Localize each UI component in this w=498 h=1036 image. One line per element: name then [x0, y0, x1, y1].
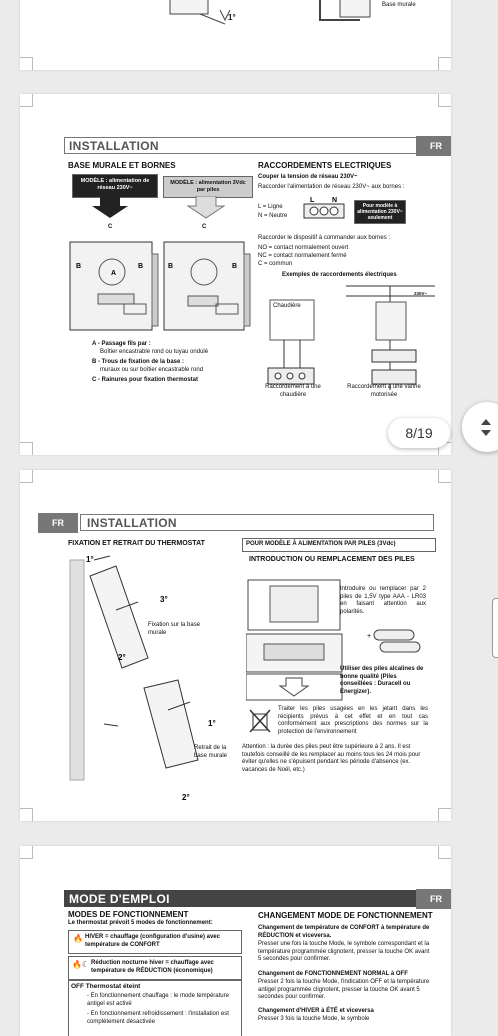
svg-text:N: N [332, 197, 338, 204]
svg-text:B: B [168, 263, 174, 270]
battery-model-label: POUR MODÈLE À ALIMENTATION PAR PILES (3Vdc) [246, 541, 396, 547]
cap-valve: Raccordement à une vanne motorisée [347, 384, 421, 398]
modes-title: MODES DE FONCTIONNEMENT [68, 910, 189, 919]
svg-text:+: + [367, 633, 372, 640]
mode-hiver-box [68, 930, 242, 954]
model-battery-label: MODÈLE : alimentation 3Vdc par piles [170, 180, 246, 193]
page-8-header [64, 137, 419, 154]
legend-a-text: Boîtier encastrable rond ou tuyau ondulé [100, 349, 209, 355]
chaudiere-label: Chaudière [273, 303, 301, 309]
mode-off-box [68, 980, 242, 1036]
raccordements-title: RACCORDEMENTS ELECTRIQUES [258, 161, 392, 170]
svg-text:L: L [310, 197, 315, 204]
page-9-header [80, 514, 434, 531]
legend-b-text: muraux ou sur boîtier encastrable rond [100, 367, 204, 373]
page-7-fragment [20, 0, 451, 70]
modes-subtitle: Le thermostat prévoit 5 modes de fonctionnement: [68, 920, 213, 926]
svg-text:1°: 1° [208, 719, 216, 728]
svg-text:3°: 3° [160, 595, 168, 604]
aaa-batteries-icon [366, 628, 436, 658]
flame-icon: 🔥 [73, 934, 83, 943]
flame-moon-icon: 🔥☾ [72, 960, 90, 969]
scroll-page-button[interactable] [462, 402, 498, 452]
svg-text:2°: 2° [118, 653, 126, 662]
legend-c-title: C - Rainures pour fixation thermostat [92, 377, 199, 383]
only-model-label: Pour modèle à alimentation 230V~ seulement [357, 203, 403, 221]
label-retrait: Retrait de la base murale [194, 745, 228, 759]
thermostat-mounting-illustration [60, 550, 240, 810]
side-scroll-handle[interactable] [492, 598, 498, 658]
page-10-header [64, 890, 419, 907]
connect-device-text: Raccorder le dispositif à commander aux bornes : [258, 235, 391, 241]
model-network-label: MODÈLE : alimentation de réseau 230V~ [80, 178, 150, 191]
page-10 [20, 846, 451, 1036]
mode-off-text-2: - En fonctionnement refroidissement : l'installation est complètement désactivée [87, 1011, 229, 1025]
intro-title: INTRODUCTION OU REMPLACEMENT DES PILES [249, 556, 415, 563]
svg-text:1°: 1° [86, 555, 94, 564]
change-1-text: Presser une fois la touche Mode, le symbole correspondant et la température programmée clignotent, presser la touche OK avant 5 secondes pour confirmer. [258, 941, 430, 962]
page-indicator: 8/19 [388, 418, 450, 448]
page-8-lang-badge: FR [416, 136, 451, 156]
model-battery-badge [163, 176, 253, 198]
model-network-badge [72, 174, 158, 198]
change-3-title: Changement d'HIVER à ÉTÉ et viceversa [258, 1008, 374, 1014]
connect-power-text: Raccorder l'alimentation de réseau 230V~ aux bornes : [258, 184, 405, 190]
only-model-badge [354, 200, 406, 224]
mode-reduction-text: Réduction nocturne hiver = chauffage avec température de RÉDUCTION (économique) [91, 960, 214, 974]
svg-text:B: B [138, 263, 144, 270]
legend-a [92, 341, 151, 349]
page-9-header-text: INSTALLATION [87, 515, 177, 530]
svg-text:B: B [76, 263, 82, 270]
nc-def: NC = contact normalement fermé [258, 253, 347, 259]
intro-text: Introduire ou remplacer par 2 piles de 1,5V type AAA - LR03 en faisant attention aux polarités. [340, 586, 426, 615]
recycle-bin-icon [248, 708, 272, 734]
legend-a-title: A - Passage fils par : [92, 341, 151, 347]
ln-terminal-icon [302, 194, 348, 222]
legend-b-title: B - Trous de fixation de la base : [92, 359, 185, 365]
n-neutre-text: N = Neutre [258, 213, 288, 219]
mode-off-title: OFF Thermostat éteint [71, 983, 141, 990]
page-8-header-text: INSTALLATION [69, 138, 159, 153]
examples-title: Exemples de raccordements électriques [282, 272, 397, 278]
page-10-lang-badge: FR [416, 889, 451, 909]
mode-hiver-text: HIVER = chauffage (configuration d'usine) avec température de CONFORT [85, 934, 220, 948]
no-def: NO = contact normalement ouvert [258, 245, 349, 251]
l-ligne-text: L = Ligne [258, 204, 283, 210]
label-c-right: C [202, 224, 207, 230]
label-fixation: Fixation sur la base murale [148, 622, 201, 636]
volt-label: 230V~ [414, 291, 428, 296]
cut-power-text: Couper la tension de réseau 230V~ [258, 174, 358, 180]
label-c-left: C [108, 224, 113, 230]
label-degree-1: 1° [228, 13, 236, 22]
page-9 [20, 470, 451, 821]
page-10-header-text: MODE D'EMPLOI [69, 891, 170, 906]
change-2-title: Changement de FONCTIONNEMENT NORMAL à OFF [258, 971, 408, 977]
change-1-title: Changement de température de CONFORT à température de RÉDUCTION et viceversa. [258, 925, 430, 939]
label-base-murale: Base murale [382, 2, 416, 8]
recycle-text: Traiter les piles usagées en les jetant dans les récipients prévus à cet effet et en tout cas conformément aux prescriptions des normes sur la protection de l'environnement [278, 706, 428, 735]
attention-text: Attention : la durée des piles peut être supérieure à 2 ans. Il est toutefois conseillé de les remplacer au moins tous les 24 mois pour éviter qu'elles ne s'épuisent pendant les période d'absence (ex. vacances de Noël, etc.) [242, 744, 421, 773]
wall-base-illustration [68, 234, 258, 334]
mode-reduction-box [68, 956, 242, 980]
page-9-lang-badge: FR [38, 513, 78, 533]
alkaline-text: Utiliser des piles alcalines de bonne qualité (Piles conseillées : Duracell ou Energizer). [340, 666, 424, 695]
change-mode-title: CHANGEMENT MODE DE FONCTIONNEMENT [258, 911, 433, 920]
svg-text:B: B [232, 263, 238, 270]
cap-boiler: Raccordement à une chaudière [265, 384, 321, 398]
base-murale-title: BASE MURALE ET BORNES [68, 161, 176, 170]
svg-text:2°: 2° [182, 793, 190, 802]
mode-off-text-1: - En fonctionnement chauffage : le mode température antigel est activé [87, 993, 229, 1007]
svg-text:A: A [111, 270, 117, 277]
thermostat-removal-illustration [20, 0, 451, 70]
c-def: C = commun [258, 261, 293, 267]
change-2-text: Presser 2 fois la touche Mode, l'indication OFF et la température antigel programmée clignotent, presser la touche OK avant 5 secondes pour confirmer. [258, 979, 430, 1000]
change-3-text: Presser 3 fois la touche Mode, le symbole [258, 1016, 370, 1022]
page-8 [20, 94, 451, 455]
fixation-title: FIXATION ET RETRAIT DU THERMOSTAT [68, 540, 205, 547]
page-up-down-icon[interactable] [462, 402, 498, 452]
wiring-diagram [260, 280, 450, 390]
battery-model-badge [242, 538, 436, 552]
